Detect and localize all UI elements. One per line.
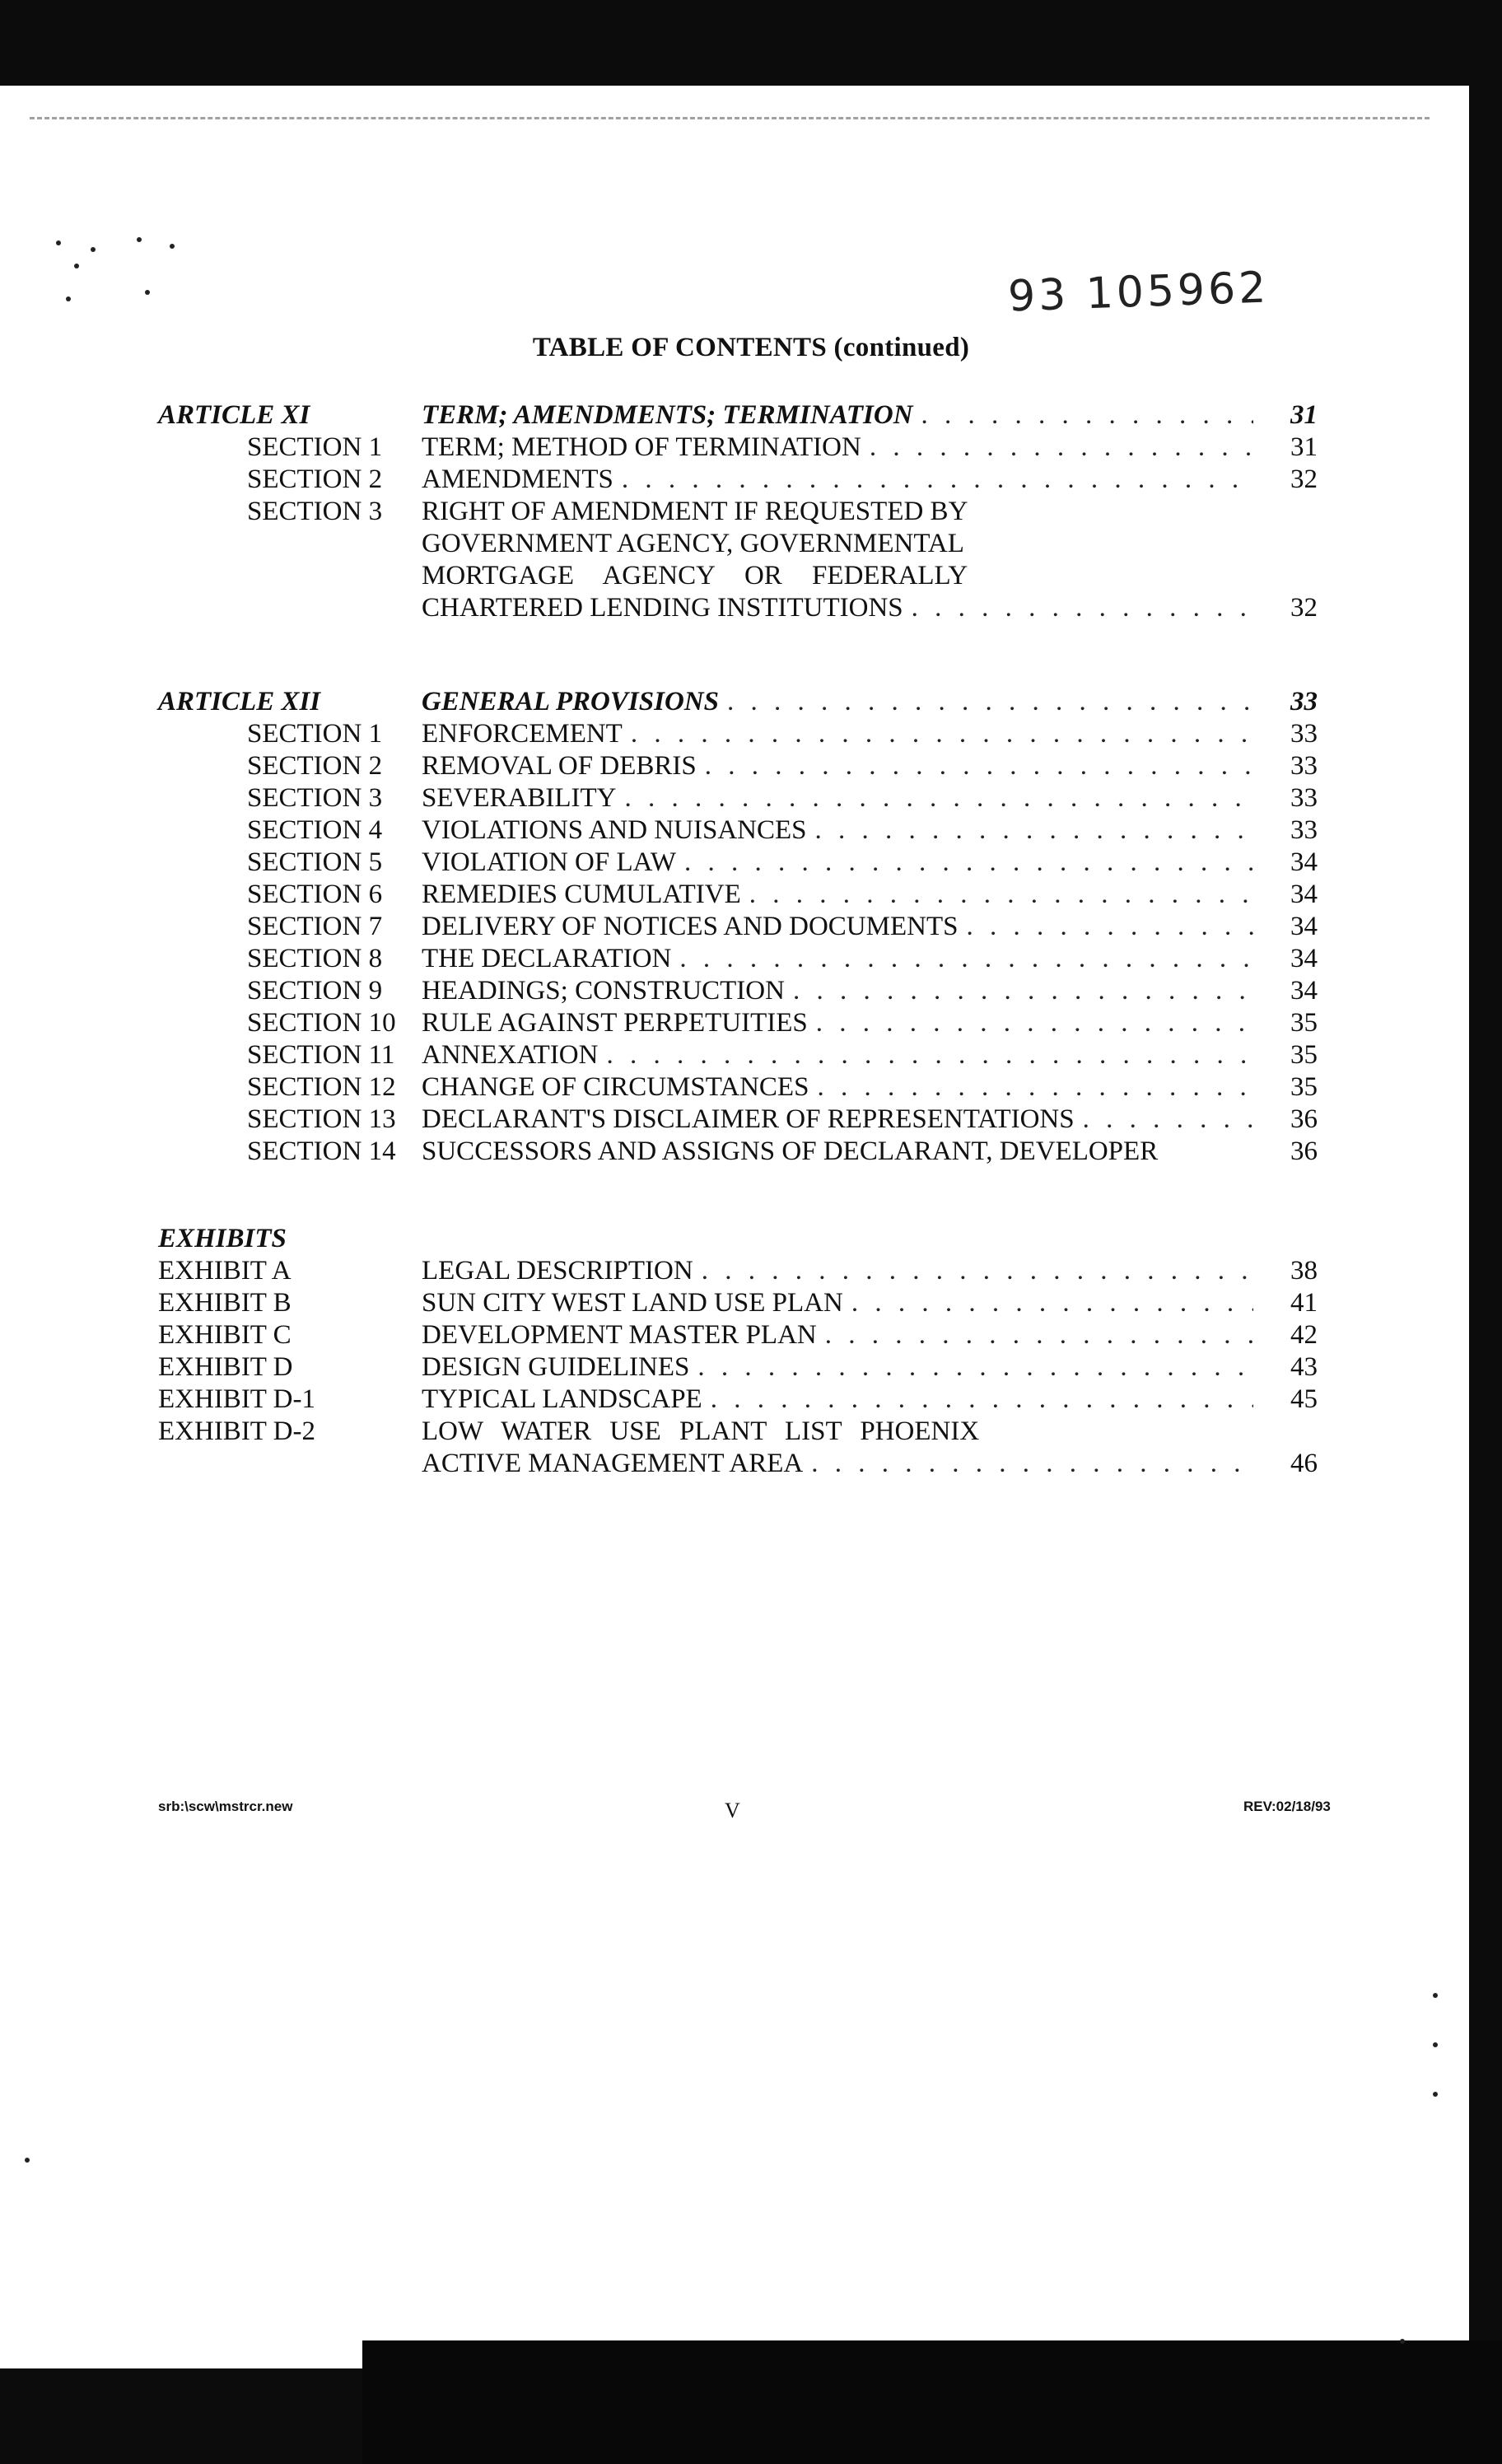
section-label: SECTION 1: [247, 432, 383, 462]
section-label: SECTION 4: [247, 815, 383, 845]
exhibit-title-line: LOW WATER USE PLANT LIST PHOENIX: [422, 1416, 980, 1446]
section-label: SECTION 7: [247, 912, 383, 941]
section-title-line: MORTGAGE AGENCY OR FEDERALLY: [422, 561, 968, 590]
section-title: TERM; METHOD OF TERMINATION: [422, 432, 861, 462]
page-number: 42: [1290, 1320, 1318, 1350]
scan-border-top: [0, 0, 1502, 86]
section-label: SECTION 12: [247, 1072, 396, 1102]
section-row: [158, 463, 1318, 496]
page-number: 32: [1290, 464, 1318, 494]
section-row: [158, 1038, 1318, 1071]
exhibit-label: EXHIBIT B: [158, 1288, 292, 1318]
exhibit-title: SUN CITY WEST LAND USE PLAN: [422, 1288, 843, 1318]
article-heading: GENERAL PROVISIONS: [422, 687, 719, 716]
section-title-line: RIGHT OF AMENDMENT IF REQUESTED BY: [422, 497, 968, 526]
section-label: SECTION 9: [247, 976, 383, 1006]
exhibit-row: [158, 1383, 1318, 1416]
page-number: 34: [1290, 912, 1318, 941]
section-title: VIOLATIONS AND NUISANCES: [422, 815, 807, 845]
page-number: 33: [1290, 687, 1318, 716]
section-label: SECTION 6: [247, 880, 383, 909]
page-number: 36: [1290, 1136, 1318, 1166]
page-number: 34: [1290, 944, 1318, 973]
document-stamp-number: 93 105962: [1007, 263, 1271, 322]
exhibit-title: DESIGN GUIDELINES: [422, 1352, 690, 1382]
section-title: AMENDMENTS: [422, 464, 613, 494]
section-label: SECTION 1: [247, 719, 383, 749]
article-row: [158, 685, 1318, 718]
page-number: 32: [1290, 593, 1318, 623]
exhibit-label: EXHIBIT D: [158, 1352, 293, 1382]
exhibit-row: [158, 1318, 1318, 1351]
section-label: SECTION 10: [247, 1008, 396, 1038]
exhibit-title: DEVELOPMENT MASTER PLAN: [422, 1320, 817, 1350]
section-title: REMOVAL OF DEBRIS: [422, 751, 697, 781]
exhibits-heading-row: [158, 1222, 1318, 1255]
article-label: ARTICLE XI: [158, 400, 310, 430]
page-number: 35: [1290, 1072, 1318, 1102]
section-row: [158, 717, 1318, 750]
section-row: [158, 1103, 1318, 1136]
section-title: HEADINGS; CONSTRUCTION: [422, 976, 785, 1006]
section-title: RULE AGAINST PERPETUITIES: [422, 1008, 808, 1038]
section-label: SECTION 13: [247, 1104, 396, 1134]
section-continuation-row: [158, 591, 1318, 624]
section-title: SUCCESSORS AND ASSIGNS OF DECLARANT, DEVELOPER: [422, 1136, 1159, 1166]
section-label: SECTION 11: [247, 1040, 395, 1070]
exhibit-row: [158, 1286, 1318, 1319]
section-title-line: GOVERNMENT AGENCY, GOVERNMENTAL: [422, 529, 964, 558]
page-number: 31: [1290, 432, 1318, 462]
section-row: [158, 1135, 1318, 1168]
section-row: [158, 878, 1318, 911]
section-row: [158, 942, 1318, 975]
page-title: TABLE OF CONTENTS (continued): [532, 333, 970, 362]
exhibit-row: [158, 1351, 1318, 1384]
section-title: REMEDIES CUMULATIVE: [422, 880, 741, 909]
exhibit-title: LEGAL DESCRIPTION: [422, 1256, 693, 1286]
page-number: 34: [1290, 847, 1318, 877]
section-label: SECTION 2: [247, 751, 383, 781]
exhibit-label: EXHIBIT D-2: [158, 1416, 315, 1446]
section-continuation-row: [158, 559, 1318, 592]
scan-border-bottom-block: [362, 2340, 1502, 2464]
page-number: 33: [1290, 815, 1318, 845]
footer-page-number: V: [725, 1799, 740, 1822]
section-title: ANNEXATION: [422, 1040, 599, 1070]
section-continuation-row: [158, 527, 1318, 560]
footer-file-path: srb:\scw\mstrcr.new: [158, 1799, 293, 1814]
page-number: 41: [1290, 1288, 1318, 1318]
page-number: 31: [1290, 400, 1318, 430]
page-number: 35: [1290, 1008, 1318, 1038]
exhibit-row: [158, 1415, 1318, 1448]
scan-dash-artifact: [30, 117, 1430, 119]
section-title: DELIVERY OF NOTICES AND DOCUMENTS: [422, 912, 959, 941]
section-title-line: CHARTERED LENDING INSTITUTIONS: [422, 593, 903, 623]
section-title: VIOLATION OF LAW: [422, 847, 676, 877]
section-label: SECTION 5: [247, 847, 383, 877]
page-number: 33: [1290, 719, 1318, 749]
section-row: [158, 749, 1318, 782]
page-number: 45: [1290, 1384, 1318, 1414]
section-row: [158, 495, 1318, 528]
section-row: [158, 846, 1318, 879]
page-number: 43: [1290, 1352, 1318, 1382]
page-number: 33: [1290, 783, 1318, 813]
section-row: [158, 782, 1318, 814]
page-number: 34: [1290, 880, 1318, 909]
article-label: ARTICLE XII: [158, 687, 321, 716]
section-title: DECLARANT'S DISCLAIMER OF REPRESENTATIONS: [422, 1104, 1075, 1134]
exhibit-row: [158, 1254, 1318, 1287]
article-row: [158, 399, 1318, 432]
section-label: SECTION 3: [247, 497, 383, 526]
section-label: SECTION 3: [247, 783, 383, 813]
page-number: 35: [1290, 1040, 1318, 1070]
page-number: 34: [1290, 976, 1318, 1006]
section-title: ENFORCEMENT: [422, 719, 623, 749]
section-label: SECTION 8: [247, 944, 383, 973]
exhibit-label: EXHIBIT C: [158, 1320, 292, 1350]
page-number: 36: [1290, 1104, 1318, 1134]
page-number: 33: [1290, 751, 1318, 781]
exhibit-title-line: ACTIVE MANAGEMENT AREA: [422, 1449, 804, 1478]
exhibit-label: EXHIBIT D-1: [158, 1384, 315, 1414]
page-number: 38: [1290, 1256, 1318, 1286]
exhibit-label: EXHIBIT A: [158, 1256, 292, 1286]
article-heading: TERM; AMENDMENTS; TERMINATION: [422, 400, 913, 430]
section-row: [158, 1006, 1318, 1039]
section-title: THE DECLARATION: [422, 944, 672, 973]
section-row: [158, 431, 1318, 464]
exhibit-title: TYPICAL LANDSCAPE: [422, 1384, 702, 1414]
section-row: [158, 974, 1318, 1007]
section-label: SECTION 14: [247, 1136, 396, 1166]
section-row: [158, 814, 1318, 847]
scan-border-right: [1469, 0, 1502, 2464]
section-label: SECTION 2: [247, 464, 383, 494]
footer-revision-date: REV:02/18/93: [1243, 1799, 1331, 1814]
exhibit-continuation-row: [158, 1447, 1318, 1480]
section-row: [158, 1071, 1318, 1104]
section-title: SEVERABILITY: [422, 783, 617, 813]
exhibits-heading: EXHIBITS: [158, 1224, 287, 1253]
page-number: 46: [1290, 1449, 1318, 1478]
section-row: [158, 910, 1318, 943]
section-title: CHANGE OF CIRCUMSTANCES: [422, 1072, 809, 1102]
